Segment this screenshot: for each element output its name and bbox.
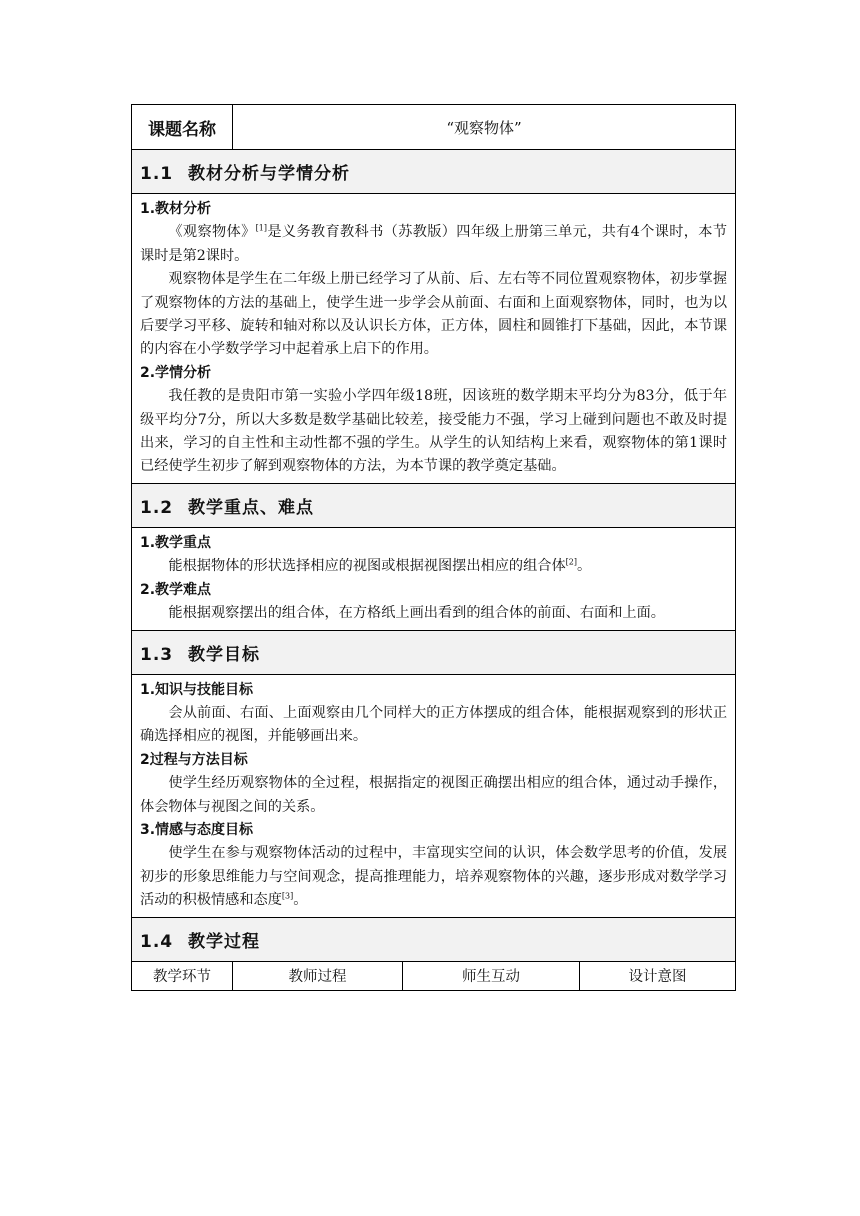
subheading: 1.教学重点 xyxy=(140,534,212,551)
topic-label: 课题名称 xyxy=(132,105,233,150)
paragraph: 能根据观察摆出的组合体，在方格纸上画出看到的组合体的前面、右面和上面。 xyxy=(168,605,665,622)
section-1-1-header-row xyxy=(132,150,736,194)
subheading: 2.教学难点 xyxy=(140,581,212,598)
paragraph: 会从前面、右面、上面观察由几个同样大的正方体摆成的组合体，能根据观察到的形状正确选择相应的视图，并能够画出来。 xyxy=(140,704,728,745)
section-1-3-header-row xyxy=(132,630,736,674)
section-1-1-body xyxy=(132,194,736,484)
column-header-teacher: 教师过程 xyxy=(233,961,403,990)
paragraph-text: 能根据物体的形状选择相应的视图或根据视图摆出相应的组合体 xyxy=(168,558,566,575)
paragraph-text: 使学生在参与观察物体活动的过程中，丰富现实空间的认识，体会数学思考的价值，发展初步的形象思维能力与空间观念，提高推理能力，培养观察物体的兴趣，逐步形成对数学学习活动的积极情感和态度 xyxy=(140,845,728,909)
section-1-1-header xyxy=(132,150,736,194)
subheading: 1.知识与技能目标 xyxy=(140,681,254,698)
paragraph-text: 《观察物体》 xyxy=(168,224,256,241)
section-1-2-header-row xyxy=(132,483,736,527)
lesson-plan-table xyxy=(131,104,736,991)
section-number: 1.4 xyxy=(140,931,174,952)
process-columns-row xyxy=(132,961,736,990)
lesson-plan-sheet xyxy=(131,104,735,991)
section-title: 教学重点、难点 xyxy=(188,497,314,518)
paragraph-text: 。 xyxy=(577,558,592,575)
column-header-stage: 教学环节 xyxy=(132,961,233,990)
citation-ref: [2] xyxy=(565,557,577,567)
citation-ref: [3] xyxy=(281,891,294,901)
section-number: 1.3 xyxy=(140,644,174,665)
subheading: 2.学情分析 xyxy=(140,364,212,381)
column-header-intent: 设计意图 xyxy=(580,961,736,990)
paragraph xyxy=(140,221,727,268)
section-1-2-body-row xyxy=(132,527,736,630)
paragraph: 使学生经历观察物体的全过程，根据指定的视图正确摆出相应的组合体，通过动手操作，体会物体与视图之间的关系。 xyxy=(140,775,728,815)
section-1-3-body xyxy=(132,674,736,917)
paragraph: 观察物体是学生在二年级上册已经学习了从前、后、左右等不同位置观察物体，初步掌握了观察物体的方法的基础上，使学生进一步学会从前面、右面和上面观察物体，同时，也为以后要学习平移、旋转和轴对称以及认识长方体，正方体，圆柱和圆锥打下基础，因此，本节课的内容在小学数学学习中起着承上启下的作用。 xyxy=(140,271,728,358)
paragraph: 我任教的是贵阳市第一实验小学四年级18班，因该班的数学期末平均分为83分，低于年级平均分7分，所以大多数是数学基础比较差，接受能力不强，学习上碰到问题也不敢及时提出来，学习的自主性和主动性都不强的学生。从学生的认知结构上来看，观察物体的第1课时已经使学生初步了解到观察物体的方法，为本节课的教学奠定基础。 xyxy=(140,388,728,475)
citation-ref: [1] xyxy=(255,223,267,233)
section-1-4-header-row xyxy=(132,917,736,961)
subheading: 1.教材分析 xyxy=(140,201,212,217)
subheading: 3.情感与态度目标 xyxy=(140,821,254,838)
section-1-3-header xyxy=(132,630,736,674)
paragraph xyxy=(140,842,727,912)
topic-row xyxy=(132,105,736,150)
section-number: 1.1 xyxy=(140,164,174,184)
paragraph-text: 。 xyxy=(293,892,308,909)
section-1-2-body xyxy=(132,527,736,630)
section-1-2-header xyxy=(132,483,736,527)
paragraph xyxy=(140,555,727,578)
section-title: 教学目标 xyxy=(188,644,260,665)
section-title: 教学过程 xyxy=(188,931,260,952)
section-title: 教材分析与学情分析 xyxy=(188,164,350,184)
subheading: 2过程与方法目标 xyxy=(140,751,248,768)
section-number: 1.2 xyxy=(140,497,174,518)
section-1-4-header xyxy=(132,917,736,961)
paragraph-text: 是义务教育教科书（苏教版）四年级上册第三单元，共有4个课时，本节课时是第2课时。 xyxy=(140,224,728,264)
column-header-interaction: 师生互动 xyxy=(403,961,580,990)
section-1-1-body-row xyxy=(132,194,736,484)
topic-value: “观察物体” xyxy=(233,105,736,150)
section-1-3-body-row xyxy=(132,674,736,917)
